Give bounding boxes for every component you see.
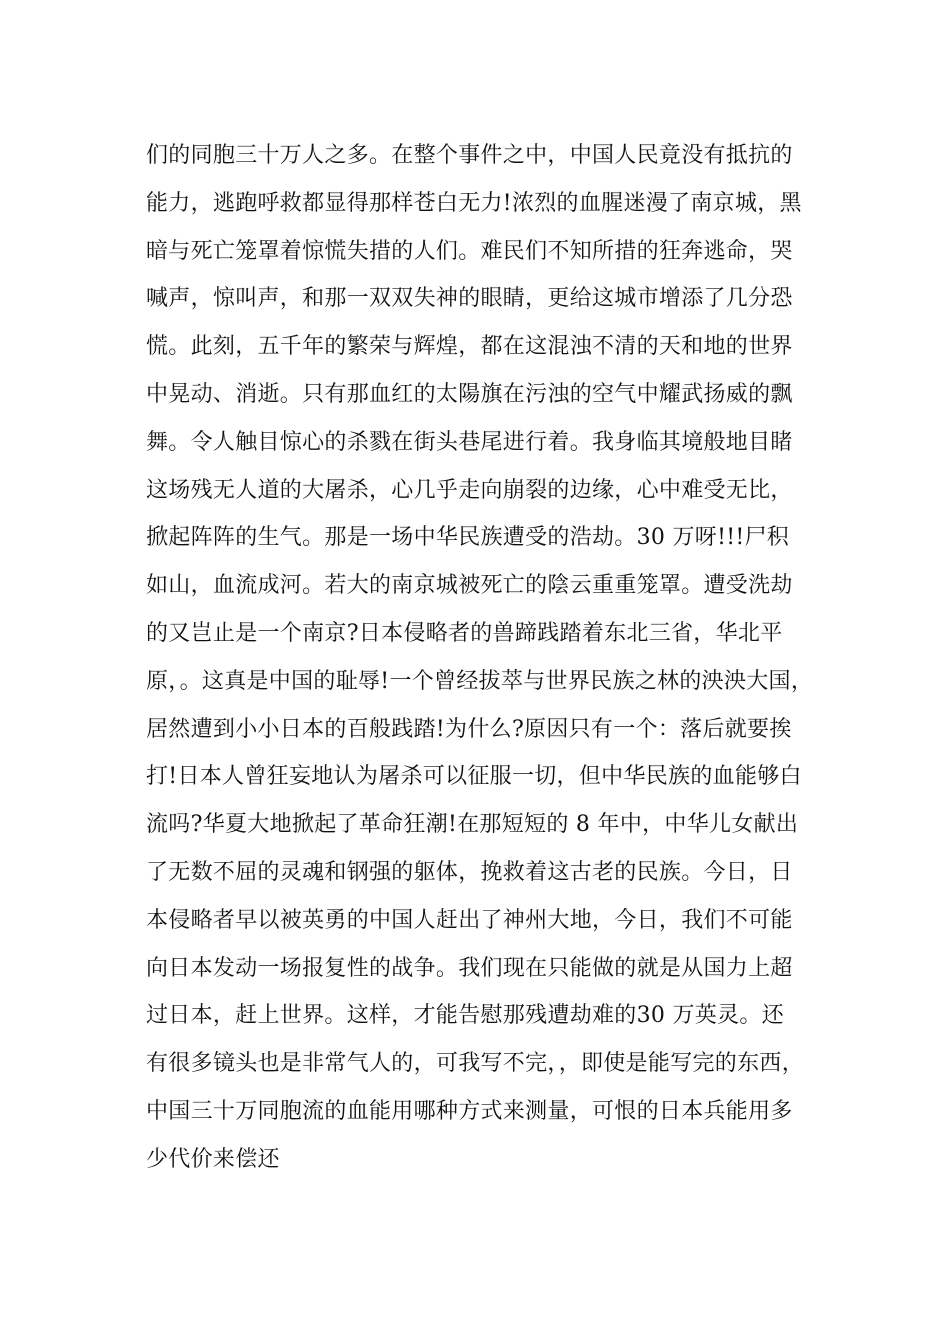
text-line: 有很多镜头也是非常气人的，可我写不完，，即使是能写完的东西，: [146, 1051, 805, 1077]
text-line: 中国三十万同胞流的血能用哪种方式来测量，可恨的日本兵能用多: [146, 1098, 793, 1124]
text-line: 的又岂止是一个南京?日本侵略者的兽蹄践踏着东北三省，华北平: [146, 620, 783, 646]
text-line: 这场残无人道的大屠杀，心几乎走向崩裂的边缘，心中难受无比，: [146, 477, 793, 503]
text-line: 们的同胞三十万人之多。在整个事件之中，中国人民竟没有抵抗的: [146, 143, 793, 168]
text-line: 如山，血流成河。若大的南京城被死亡的陰云重重笼罩。遭受洗劫: [146, 573, 793, 599]
text-line: 原，。这真是中国的耻辱!一个曾经拔萃与世界民族之林的泱泱大国，: [146, 668, 814, 694]
text-line: 过日本，赶上世界。这样，才能告慰那残遭劫难的30 万英灵。还: [146, 1003, 784, 1029]
text-line: 慌。此刻，五千年的繁荣与辉煌，都在这混浊不清的天和地的世界: [146, 334, 793, 360]
text-line: 中晃动、消逝。只有那血红的太陽旗在污浊的空气中耀武扬威的飘: [146, 381, 793, 407]
text-line: 喊声，惊叫声，和那一双双失神的眼睛，更给这城市增添了几分恐: [146, 286, 793, 312]
text-line: 暗与死亡笼罩着惊慌失措的人们。难民们不知所措的狂奔逃命，哭: [146, 238, 793, 264]
text-line: 少代价来偿还: [146, 1146, 280, 1172]
text-line: 舞。令人触目惊心的杀戮在街头巷尾进行着。我身临其境般地目睹: [146, 429, 793, 455]
text-line: 了无数不屈的灵魂和钢强的躯体，挽救着这古老的民族。今日，日: [146, 859, 793, 885]
text-line: 打!日本人曾狂妄地认为屠杀可以征服一切，但中华民族的血能够白: [146, 764, 802, 790]
body-text: [146, 132, 826, 1184]
text-line: 掀起阵阵的生气。那是一场中华民族遭受的浩劫。30 万呀!!!尸积: [146, 525, 790, 551]
text-line: 流吗?华夏大地掀起了革命狂潮!在那短短的 8 年中，中华儿女献出: [146, 812, 799, 838]
text-line: 本侵略者早以被英勇的中国人赶出了神州大地，今日，我们不可能: [146, 907, 793, 933]
text-line: 能力，逃跑呼救都显得那样苍白无力!浓烈的血腥迷漫了南京城，黑: [146, 190, 802, 216]
text-line: 向日本发动一场报复性的战争。我们现在只能做的就是从国力上超: [146, 955, 793, 981]
text-line: 居然遭到小小日本的百般践踏!为什么?原因只有一个：落后就要挨: [146, 716, 792, 742]
